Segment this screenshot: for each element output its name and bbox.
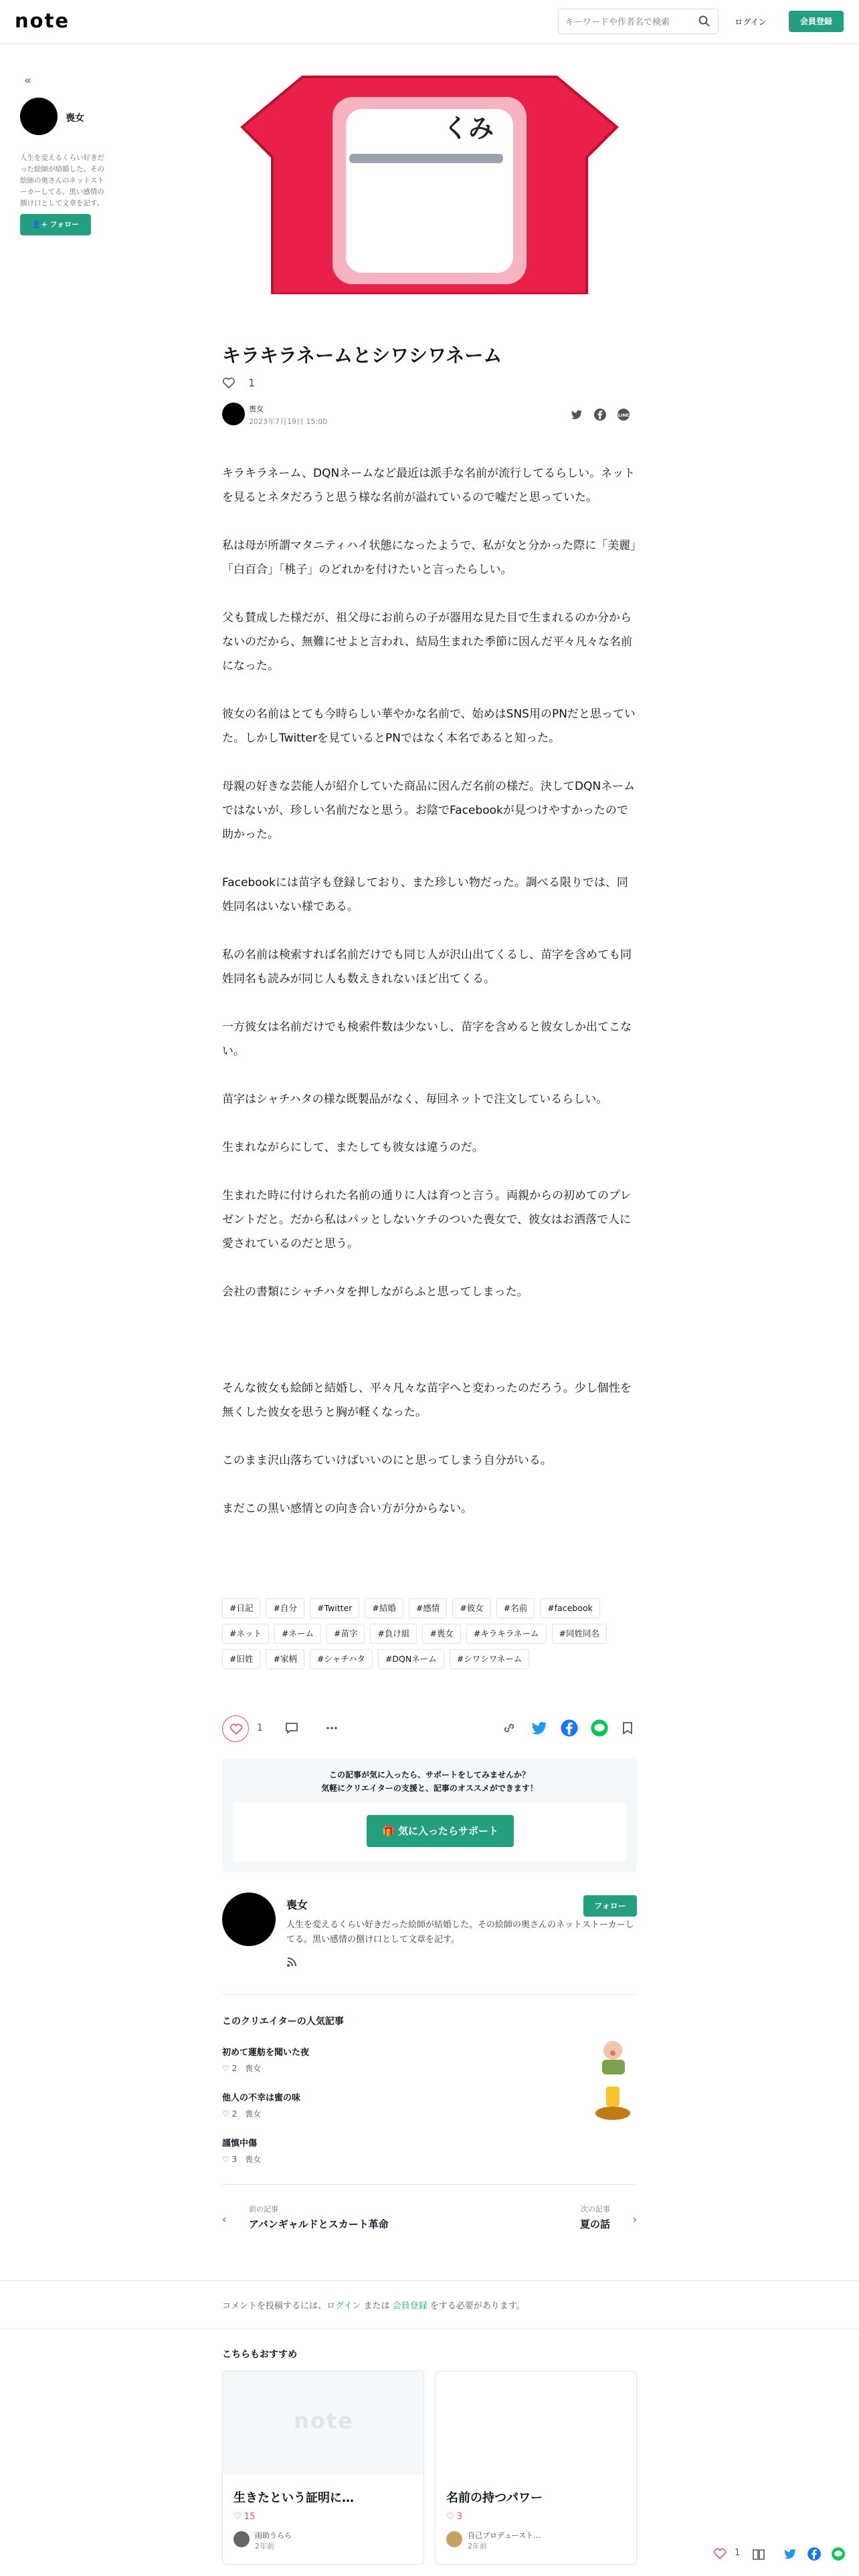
line-icon[interactable]	[617, 408, 630, 421]
chevron-right-icon: ›	[632, 2213, 637, 2226]
tag[interactable]: #結婚	[365, 1598, 403, 1618]
signup-button[interactable]: 会員登録	[789, 11, 844, 32]
support-button-label: 気に入ったらサポート	[397, 1825, 498, 1837]
hero-image	[222, 64, 637, 294]
tag-list	[222, 1598, 637, 1669]
search-icon[interactable]	[698, 15, 711, 28]
tag[interactable]: #キラキラネーム	[466, 1624, 547, 1644]
paragraph: 私の名前は検索すれば名前だけでも同じ人が沢山出てくるし、苗字を含めても同姓同名も読みが同じ人も数えきれないほど出てくる。	[222, 948, 632, 986]
tag[interactable]: #旧姓	[222, 1649, 260, 1669]
recommend-author[interactable]	[446, 2529, 627, 2555]
like-button[interactable]	[222, 1715, 249, 1742]
top-like-count[interactable]	[222, 376, 255, 392]
action-bar	[222, 1715, 637, 1742]
recommend-thumbnail	[223, 2371, 424, 2475]
tag[interactable]: #家柄	[266, 1649, 304, 1669]
recommend-thumbnail	[436, 2371, 637, 2475]
recommend-author-name: 雨助うらら	[255, 2531, 292, 2540]
twitter-icon[interactable]	[530, 1719, 549, 1737]
support-card	[233, 1803, 626, 1862]
follow-label: フォロー	[50, 220, 80, 229]
tag[interactable]: #苗字	[326, 1624, 365, 1644]
comment-area	[0, 2280, 859, 2329]
tag[interactable]: #シャチハタ	[310, 1649, 373, 1669]
note-logo[interactable]: note	[15, 9, 70, 32]
line-icon[interactable]	[590, 1719, 609, 1737]
popular-item[interactable]	[222, 2136, 637, 2176]
tag[interactable]: #シワシワネーム	[450, 1649, 530, 1669]
heart-icon[interactable]	[222, 377, 235, 389]
collapse-sidebar-icon[interactable]: «	[24, 74, 32, 88]
publish-date: 2023年7月19日 15:00	[249, 417, 328, 426]
popular-item-meta: ♡ 3 喪女	[222, 2155, 262, 2164]
avatar[interactable]	[20, 98, 58, 135]
recommend-logo: note	[294, 2408, 354, 2434]
popular-item-title[interactable]: 初めて蓮舫を聞いた夜	[222, 2048, 310, 2058]
search-input[interactable]	[565, 15, 692, 29]
tag[interactable]: #ネット	[222, 1624, 269, 1644]
link-icon[interactable]	[500, 1719, 518, 1737]
paragraph: そんな彼女も絵師と結婚し、平々凡々な苗字へと変わったのだろう。少し個性を無くした彼女を思うと胸が軽くなった。	[222, 1382, 632, 1419]
creator-follow-button[interactable]: フォロー	[583, 1895, 637, 1917]
author-name[interactable]: 喪女	[249, 405, 264, 413]
bookmark-icon[interactable]	[618, 1719, 637, 1737]
sidebar-bio: 人生を変えるくらい好きだった絵師が結婚した。その絵師の奥さんのネットストーカーしてる。黒い感情の捌け口として文章を記す。	[20, 154, 104, 207]
tag[interactable]: #自分	[266, 1598, 304, 1618]
tag[interactable]: #彼女	[452, 1598, 490, 1618]
prev-article-link[interactable]	[222, 2197, 423, 2250]
divider	[222, 1994, 637, 1995]
popular-item-title[interactable]: 他人の不幸は蜜の味	[222, 2093, 301, 2103]
tag[interactable]: #名前	[496, 1598, 535, 1618]
support-line1: この記事が気に入ったら、サポートをしてみませんか？	[328, 1770, 530, 1780]
heart-icon	[229, 1723, 243, 1735]
creator-bio: 人生を変えるくらい好きだった絵師が結婚した。その絵師の奥さんのネットストーカーしてる。黒い感情の捌け口として文章を記す。	[286, 1920, 634, 1945]
tag[interactable]: #感情	[409, 1598, 447, 1618]
creator-profile	[222, 1893, 637, 1979]
recommend-author-name: 自己プロデュースト…	[468, 2531, 541, 2540]
creator-avatar[interactable]	[222, 1893, 276, 1946]
tag[interactable]: #ネーム	[274, 1624, 321, 1644]
comment-login-link[interactable]: ログイン	[326, 2301, 361, 2311]
paragraph: まだこの黒い感情との向き合い方が分からない。	[222, 1502, 472, 1515]
tag[interactable]: #facebook	[540, 1598, 600, 1618]
twitter-icon[interactable]	[570, 408, 583, 421]
heart-icon[interactable]	[713, 2548, 727, 2560]
login-button[interactable]: ログイン	[735, 17, 767, 27]
search-box[interactable]	[558, 9, 719, 34]
prev-next-nav	[222, 2197, 637, 2250]
paragraph: 一方彼女は名前だけでも検索件数は少ないし、苗字を含めると彼女しか出てこない。	[222, 1021, 632, 1058]
author-avatar[interactable]	[222, 403, 245, 425]
paragraph: 彼女の名前はとても今時らしい華やかな名前で、始めはSNS用のPNだと思っていた。しかしTwitterを見ているとPNではなく本名であると知った。	[222, 708, 636, 745]
facebook-icon[interactable]	[593, 408, 607, 421]
article-body	[222, 461, 637, 1521]
divider	[222, 2184, 637, 2185]
prev-label: 前の記事	[249, 2205, 278, 2214]
tag[interactable]: #日記	[222, 1598, 260, 1618]
paragraph: キラキラネーム、DQNネームなど最近は派手な名前が流行してるらしい。ネットを見るとネタだろうと思う様な名前が溢れているので嘘だと思っていた。	[222, 467, 636, 504]
support-box	[222, 1759, 637, 1872]
next-label: 次の記事	[581, 2205, 610, 2214]
floating-action-bar	[709, 2541, 859, 2568]
twitter-icon[interactable]	[783, 2547, 797, 2561]
avatar	[446, 2531, 462, 2547]
person-plus-icon: 👤+	[31, 220, 47, 229]
popular-item-title[interactable]: 謹慎中傷	[222, 2139, 258, 2149]
recommend-time: 2年前	[468, 2542, 487, 2551]
tag[interactable]: #喪女	[422, 1624, 460, 1644]
recommend-title: こちらもおすすめ	[222, 2349, 298, 2360]
like-count: 1	[248, 377, 256, 389]
recommend-like: ♡ 3	[446, 2512, 463, 2522]
popular-item-meta: ♡ 2 喪女	[222, 2064, 262, 2073]
comment-icon[interactable]	[282, 1719, 301, 1737]
sidebar-follow-button[interactable]	[20, 214, 91, 235]
floating-like-count: 1	[735, 2548, 741, 2558]
recommend-time: 2年前	[255, 2542, 274, 2551]
support-button[interactable]	[367, 1815, 514, 1847]
paragraph: 父も賛成した様だが、祖父母にお前らの子が器用な見た目で生まれるのか分からないのだから、無難にせよと言われ、結局生まれた季節に因んだ平々凡々な名前になった。	[222, 611, 633, 673]
next-article-link[interactable]	[436, 2197, 637, 2250]
chevron-left-icon: ‹	[222, 2213, 227, 2226]
support-text	[222, 1768, 637, 1795]
sidebar-author-name[interactable]: 喪女	[66, 113, 84, 124]
prev-title[interactable]: アバンギャルドとスカート革命	[249, 2218, 389, 2230]
paragraph: 私は母が所謂マタニティハイ状態になったようで、私が女と分かった際に「美麗」「白百合」「桃子」のどれかを付けたいと言ったらしい。	[222, 539, 636, 576]
avatar	[233, 2531, 250, 2547]
popular-thumbnail[interactable]	[583, 2037, 637, 2077]
rss-icon[interactable]	[286, 1957, 297, 1967]
tag[interactable]: #負け組	[370, 1624, 417, 1644]
popular-title: このクリエイターの人気記事	[222, 2016, 344, 2027]
tag[interactable]: #同姓同名	[552, 1624, 607, 1644]
facebook-icon[interactable]	[560, 1719, 579, 1737]
popular-thumbnail[interactable]	[583, 2082, 637, 2123]
popular-item[interactable]	[222, 2045, 637, 2085]
recommend-card-title[interactable]: 名前の持つパワー	[446, 2491, 543, 2505]
article-title: キラキラネームとシワシワネーム	[222, 344, 502, 366]
popular-item-meta: ♡ 2 喪女	[222, 2109, 262, 2119]
tag[interactable]: #Twitter	[310, 1598, 359, 1618]
popular-item[interactable]	[222, 2090, 637, 2131]
recommend-author[interactable]	[233, 2529, 414, 2555]
paragraph: 生まれた時に付けられた名前の通りに人は育つと言う。両親からの初めてのプレゼントだと。だから私はパッとしないケチのついた喪女で、彼女はお洒落で人に愛されているのだと思う。	[222, 1189, 632, 1251]
gift-icon: 🎁	[382, 1825, 398, 1837]
paragraph: 生まれながらにして、またしても彼女は違うのだ。	[222, 1141, 484, 1154]
more-icon[interactable]	[322, 1719, 341, 1737]
comment-notice: コメントを投稿するには、ログイン または 会員登録 をする必要があります。	[222, 2301, 525, 2311]
paragraph: 母親の好きな芸能人が紹介していた商品に因んだ名前の様だ。決してDQNネームではないが、珍しい名前だなと思う。お陰でFacebookが見つけやすかったので助かった。	[222, 780, 636, 841]
paragraph: 会社の書類にシャチハタを押しながらふと思ってしまった。	[222, 1285, 529, 1299]
line-icon[interactable]	[831, 2547, 846, 2561]
support-line2: 気軽にクリエイターの支援と、記事のオススメができます！	[321, 1784, 538, 1793]
recommend-card[interactable]	[222, 2371, 424, 2565]
paragraph: Facebookには苗字も登録しており、また珍しい物だった。調べる限りでは、同姓同名はいない様である。	[222, 876, 628, 914]
facebook-icon[interactable]	[807, 2547, 822, 2561]
paragraph: このまま沢山落ちていけばいいのにと思ってしまう自分がいる。	[222, 1454, 552, 1467]
tag[interactable]: #DQNネーム	[378, 1649, 444, 1669]
paragraph: 苗字はシャチハタの様な既製品がなく、毎回ネットで注文しているらしい。	[222, 1093, 608, 1106]
creator-name[interactable]: 喪女	[286, 1899, 308, 1911]
hero-name-text: くみ	[443, 114, 494, 143]
author-row	[222, 403, 637, 427]
like-count: 1	[257, 1723, 263, 1733]
header	[0, 0, 859, 44]
next-title[interactable]: 夏の話	[579, 2218, 610, 2230]
recommend-like: ♡ 15	[233, 2512, 256, 2522]
comment-signup-link[interactable]: 会員登録	[392, 2301, 427, 2311]
recommend-card[interactable]	[435, 2371, 637, 2565]
magazine-icon[interactable]	[751, 2547, 767, 2563]
svg-text:LINE: LINE	[617, 413, 630, 418]
recommend-card-title[interactable]: 生きたという証明に…	[233, 2491, 354, 2505]
